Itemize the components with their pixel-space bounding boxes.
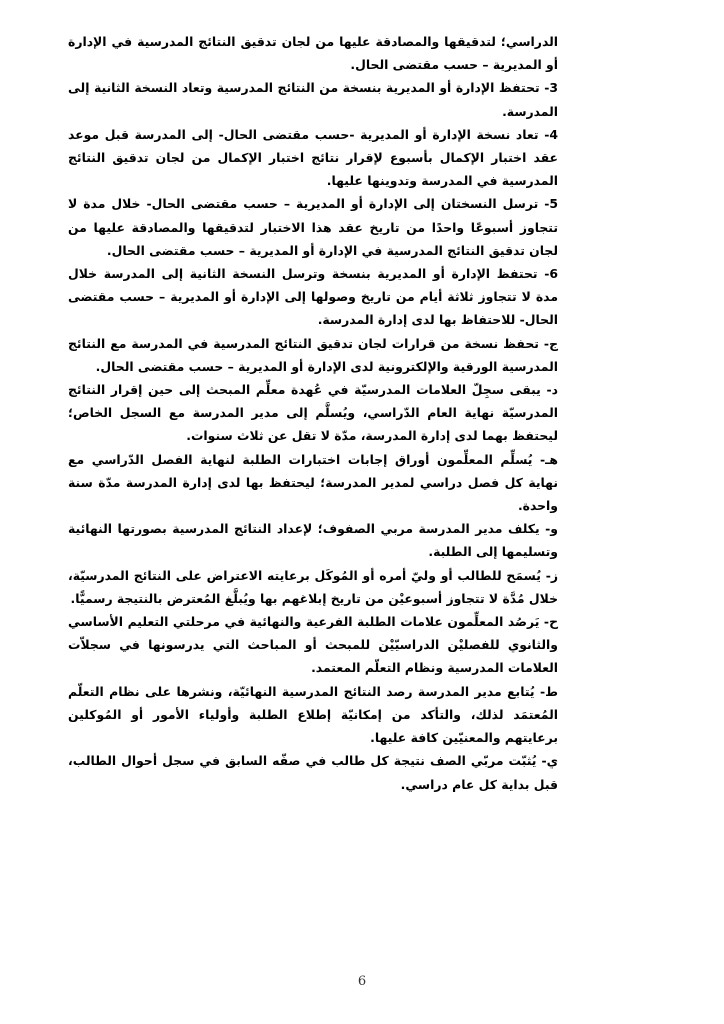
page-number: 6 — [357, 974, 367, 989]
paragraph-item-4: 4- تعاد نسخة الإدارة أو المديرية -حسب مقتضى الحال- إلى المدرسة قبل موعد عقد اختبار الإكمال بأسبوع لإقرار نتائج اختبار الإكمال من لجان تدقيق النتائج المدرسية في المدرسة وتدوينها عليها. — [68, 126, 558, 189]
paragraph-continuation: الدراسي؛ لتدقيقها والمصادقة عليها من لجان تدقيق النتائج المدرسية في الإدارة أو المديرية – حسب مقتضى الحال. — [68, 34, 558, 73]
paragraph-item-6: 6- تحتفظ الإدارة أو المديرية بنسخة وترسل النسخة الثانية إلى المدرسة خلال مدة لا تتجاوز ثلاثة أيام من تاريخ وصولها إلى الإدارة أو المديرية – حسب مقتضى الحال- للاحتفاظ بها لدى إدارة المدرسة. — [68, 266, 558, 328]
document-body — [68, 30, 558, 796]
paragraph-item-ya: ي- يُثبّت مربّي الصف نتيجة كل طالب في صفّه السابق في سجل أحوال الطالب، قبل بداية كل عام دراسي. — [68, 753, 558, 792]
paragraph-item-dal: د- يبقى سجِلّ العلامات المدرسيّة في عُهدة معلِّم المبحث إلى حين إقرار النتائج المدرسيّة نهاية العام الدّراسي، ويُسلَّم إلى مدير المدرسة مع السجل الخاص؛ ليحتفظ بهما لدى إدارة المدرسة، مدّة لا تقل عن ثلاث سنوات. — [68, 382, 558, 444]
paragraph-item-tah: ط- يُتابع مدير المدرسة رصد النتائج المدرسية النهائيّة، ونشرها على نظام التعلّم المُعتمَد لذلك، والتأكد من إمكانيّة إطلاع الطلبة وأولياء الأمور أو المُوكلين برعايتهم والمعنيّين كافة عليها. — [68, 683, 558, 746]
paragraph-item-ha: هـ- يُسلِّم المعلِّمون أوراق إجابات اختبارات الطلبة لنهاية الفصل الدّراسي مع نهاية كل فصل دراسي لمدير المدرسة؛ ليحتفظ بها لدى إدارة المدرسة مدّة سنة واحدة. — [68, 451, 558, 514]
paragraph-item-waw: و- يكلف مدير المدرسة مربي الصفوف؛ لإعداد النتائج المدرسية بصورتها النهائية وتسليمها إلى الطلبة. — [68, 521, 558, 560]
paragraph-item-5: 5- ترسل النسختان إلى الإدارة أو المديرية – حسب مقتضى الحال- خلال مدة لا تتجاوز أسبوعًا واحدًا من تاريخ عقد هذا الاختبار لتدقيقها والمصادقة عليها من لجان تدقيق النتائج المدرسية في الإدارة أو المديرية – حسب مقتضى الحال. — [68, 196, 558, 258]
paragraph-item-jeem: ج- تحفظ نسخة من قرارات لجان تدقيق النتائج المدرسية في المدرسة مع النتائج المدرسية الورقية والإلكترونية لدى الإدارة أو المديرية – حسب مقتضى الحال. — [68, 335, 558, 374]
paragraph-item-3: 3- تحتفظ الإدارة أو المديرية بنسخة من النتائج المدرسية وتعاد النسخة الثانية إلى المدرسة. — [68, 80, 558, 119]
paragraph-item-zay: ز- يُسمَح للطالب أو وليّ أمره أو المُوكَل برعايته الاعتراض على النتائج المدرسيّة، خلال مُدَّة لا تتجاوز أسبوعيْن من تاريخ إبلاغهم بها ويُبلَّغ المُعترض بالنتيجة رسميًّا. — [68, 567, 558, 606]
paragraph-item-hah: ح- يَرصُد المعلِّمون علامات الطلبة الفرعية والنهائية في مرحلتي التعليم الأساسي والثانوي للفصليْن الدراسيّيْن للمبحث أو المباحث التي يدرسونها في سجلاّت العلامات المدرسية ونظام التعلّم المعتمد. — [68, 614, 558, 676]
